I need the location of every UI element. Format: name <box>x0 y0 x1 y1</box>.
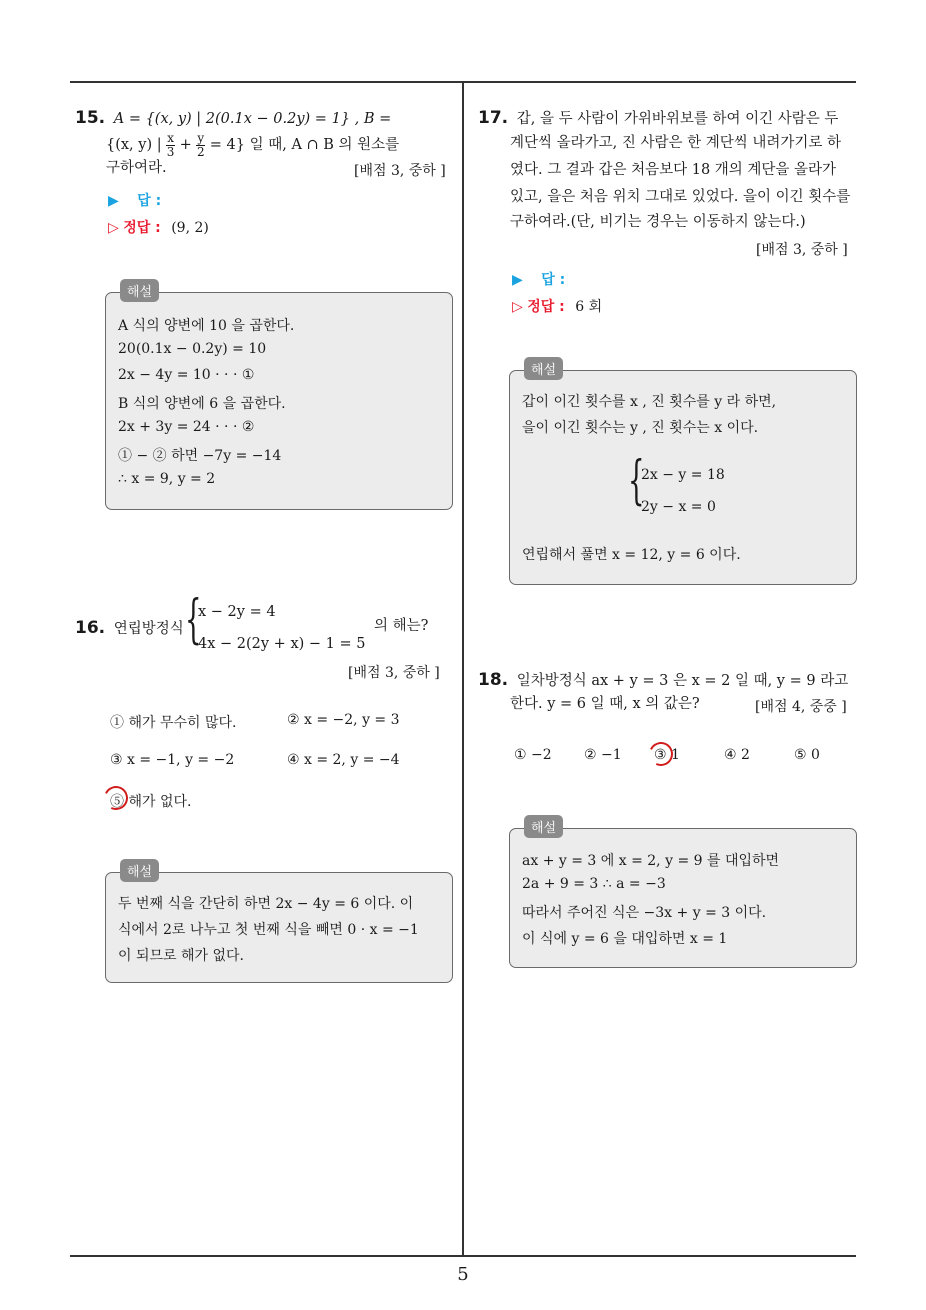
system-equation: 4x − 2(2y + x) − 1 = 5 <box>198 636 366 652</box>
solution-line: 연립해서 풀면 x = 12, y = 6 이다. <box>522 547 741 563</box>
solution-box <box>509 363 857 585</box>
solution-tab: 해설 <box>120 279 159 302</box>
outline-triangle-icon: ▷ <box>108 220 119 236</box>
solution-tab: 해설 <box>120 859 159 882</box>
solution-box <box>105 865 453 983</box>
correct-answer-label: 정답 : <box>527 299 565 315</box>
solution-line: 식에서 2로 나누고 첫 번째 식을 빼면 0 · x = −1 <box>118 922 419 938</box>
fraction-numerator: x <box>167 131 175 145</box>
left-brace-icon: { <box>628 451 645 511</box>
option-2[interactable]: ② x = −2, y = 3 <box>287 712 400 728</box>
answer-row <box>108 190 161 210</box>
selected-answer-circle-icon <box>646 739 677 770</box>
solution-line: ∴ x = 9, y = 2 <box>118 471 216 487</box>
bottom-rule <box>70 1255 856 1257</box>
solution-line: ① − ② 하면 −7y = −14 <box>118 448 282 464</box>
question-number: 15. <box>75 108 106 128</box>
filled-triangle-icon: ▶ <box>108 193 119 209</box>
correct-answer-value: (9, 2) <box>171 220 209 236</box>
question-number: 16. <box>75 618 106 638</box>
left-brace-icon: { <box>185 590 202 650</box>
fraction <box>166 132 175 158</box>
answer-row <box>512 269 565 289</box>
correct-answer-value: 6 회 <box>575 299 603 315</box>
correct-answer-label: 정답 : <box>123 220 161 236</box>
question-text-line: 계단씩 올라가고, 진 사람은 한 계단씩 내려가기로 하 <box>510 135 842 151</box>
correct-answer-row <box>108 217 209 237</box>
solution-line: 따라서 주어진 식은 −3x + y = 3 이다. <box>522 905 767 921</box>
fraction-denominator: 2 <box>196 144 205 159</box>
answer-label: 답 : <box>541 272 566 288</box>
solution-line: 두 번째 식을 간단히 하면 2x − 4y = 6 이다. 이 <box>118 896 414 912</box>
option-2[interactable]: ② −1 <box>584 747 622 763</box>
option-1[interactable]: ① −2 <box>514 747 552 763</box>
solution-line: 20(0.1x − 0.2y) = 10 <box>118 341 267 357</box>
score-difficulty: [배점 4, 중중 ] <box>755 699 847 715</box>
score-difficulty: [배점 3, 중하 ] <box>354 163 446 179</box>
answer-label: 답 : <box>137 193 162 209</box>
option-5[interactable]: ⑤ 해가 없다. <box>110 794 192 810</box>
score-difficulty: [배점 3, 중하 ] <box>348 665 440 681</box>
solution-line: 2x − 4y = 10 · · · ① <box>118 367 255 383</box>
solution-line: 2x + 3y = 24 · · · ② <box>118 419 255 435</box>
solution-line: 2a + 9 = 3 ∴ a = −3 <box>522 876 666 892</box>
solution-line: ax + y = 3 에 x = 2, y = 9 를 대입하면 <box>522 853 780 869</box>
question-number: 18. <box>478 670 509 690</box>
column-divider <box>462 82 464 1256</box>
fraction-numerator: y <box>197 131 205 145</box>
question-number: 17. <box>478 108 509 128</box>
solution-line: 을이 이긴 횟수는 y , 진 횟수는 x 이다. <box>522 420 759 436</box>
fraction-denominator: 3 <box>166 144 175 159</box>
question-text: 연립방정식 <box>113 621 184 637</box>
filled-triangle-icon: ▶ <box>512 272 523 288</box>
option-4[interactable]: ④ 2 <box>724 747 750 763</box>
question-text-line: 구하여라.(단, 비기는 경우는 이동하지 않는다.) <box>510 214 806 230</box>
question-text-line: 한다. y = 6 일 때, x 의 값은? <box>510 696 700 712</box>
option-4[interactable]: ④ x = 2, y = −4 <box>287 752 400 768</box>
question-text-line: 였다. 그 결과 갑은 처음보다 18 개의 계단을 올라가 <box>510 162 837 178</box>
outline-triangle-icon: ▷ <box>512 299 523 315</box>
solution-line: B 식의 양변에 6 을 곱한다. <box>118 396 286 412</box>
option-1[interactable]: ① 해가 무수히 많다. <box>110 715 237 731</box>
solution-tab: 해설 <box>524 815 563 838</box>
solution-box <box>105 285 453 510</box>
question-text-line: {(x, y) | <box>106 137 162 154</box>
question-text-line: 갑, 을 두 사람이 가위바위보를 하여 이긴 사람은 두 <box>516 111 839 127</box>
page-number: 5 <box>457 1264 469 1285</box>
system-equation: x − 2y = 4 <box>198 604 276 620</box>
option-3[interactable]: ③ x = −1, y = −2 <box>110 752 235 768</box>
question-text-line: 구하여라. <box>106 160 167 176</box>
solution-line: 갑이 이긴 횟수를 x , 진 횟수를 y 라 하면, <box>522 394 777 410</box>
question-text-line: 있고, 을은 처음 위치 그대로 있었다. 을이 이긴 횟수를 <box>510 189 851 205</box>
question-text: 의 해는? <box>374 618 429 634</box>
correct-answer-row <box>512 296 602 316</box>
solution-line: 이 되므로 해가 없다. <box>118 948 244 964</box>
solution-line: 이 식에 y = 6 을 대입하면 x = 1 <box>522 931 728 947</box>
option-5[interactable]: ⑤ 0 <box>794 747 820 763</box>
system-equation: 2y − x = 0 <box>641 499 716 515</box>
plus-sign: + <box>179 137 192 154</box>
fraction <box>196 132 205 158</box>
solution-tab: 해설 <box>524 357 563 380</box>
question-text-line: 일차방정식 ax + y = 3 은 x = 2 일 때, y = 9 라고 <box>516 673 849 689</box>
system-equation: 2x − y = 18 <box>641 467 725 483</box>
solution-line: A 식의 양변에 10 을 곱한다. <box>118 318 295 334</box>
question-text-line: A = {(x, y) | 2(0.1x − 0.2y) = 1} , B = <box>113 111 392 127</box>
question-text-line: = 4} 일 때, A ∩ B 의 원소를 <box>209 137 400 154</box>
score-difficulty: [배점 3, 중하 ] <box>756 242 848 258</box>
option-3[interactable]: ③ 1 <box>654 747 680 763</box>
solution-box <box>509 821 857 968</box>
